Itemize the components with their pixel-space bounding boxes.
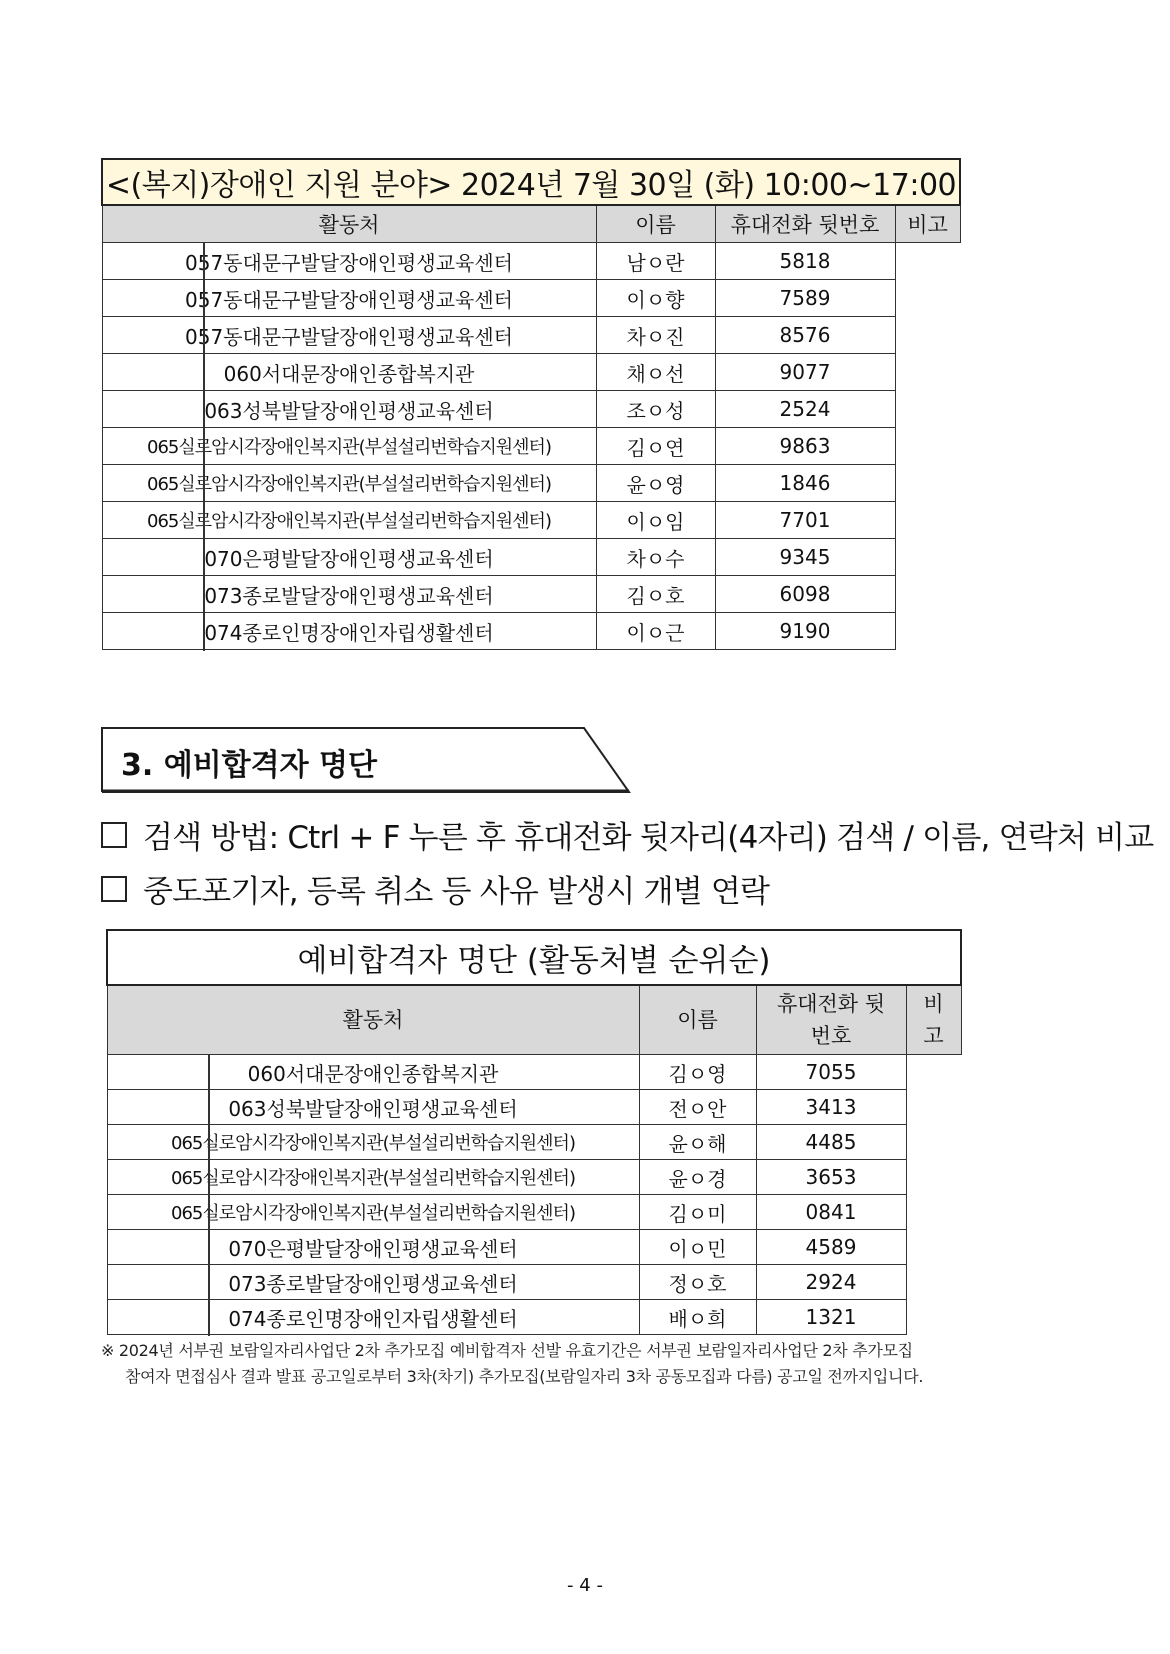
cell-phone: 2924: [756, 1265, 906, 1300]
table-row: [102, 502, 960, 539]
cell-org: 073종로발달장애인평생교육센터: [107, 1265, 639, 1300]
table1-body: [102, 243, 960, 650]
col-header-org: 활동처: [107, 985, 639, 1055]
cell-phone: 3653: [756, 1160, 906, 1195]
cell-note: [208, 1265, 210, 1301]
cell-note: [208, 1125, 210, 1161]
table-row: [107, 1160, 961, 1195]
cell-org: 057동대문구발달장애인평생교육센터: [102, 280, 596, 317]
cell-name: 차ㅇ진: [596, 317, 715, 354]
cell-note: [203, 502, 205, 540]
table1-title: <(복지)장애인 지원 분야> 2024년 7월 30일 (화) 10:00~17:00: [102, 159, 960, 205]
cell-note: [208, 1195, 210, 1231]
col-header-name: 이름: [639, 985, 756, 1055]
table-row: [102, 613, 960, 650]
table-row: [102, 465, 960, 502]
cell-org: 057동대문구발달장애인평생교육센터: [102, 243, 596, 280]
table-row: [102, 391, 960, 428]
cell-org: 065실로암시각장애인복지관(부설설리번학습지원센터): [107, 1195, 639, 1230]
cell-org: 073종로발달장애인평생교육센터: [102, 576, 596, 613]
cell-org: 070은평발달장애인평생교육센터: [102, 539, 596, 576]
col-header-phone: 휴대전화 뒷번호: [715, 205, 895, 243]
cell-note: [203, 317, 205, 355]
table-welfare-disability-support: [101, 158, 961, 650]
cell-phone: 4589: [756, 1230, 906, 1265]
cell-phone: 7055: [756, 1055, 906, 1090]
cell-name: 윤ㅇ해: [639, 1125, 756, 1160]
cell-phone: 9345: [715, 539, 895, 576]
table2-header-row: [107, 985, 961, 1055]
cell-name: 이ㅇ임: [596, 502, 715, 539]
cell-note: [208, 1055, 210, 1091]
cell-phone: 1321: [756, 1300, 906, 1335]
footnote-line1: ※ 2024년 서부권 보람일자리사업단 2차 추가모집 예비합격자 선발 유효기간은 서부권 보람일자리사업단 2차 추가모집: [101, 1341, 913, 1360]
cell-org: 065실로암시각장애인복지관(부설설리번학습지원센터): [107, 1125, 639, 1160]
cell-name: 배ㅇ희: [639, 1300, 756, 1335]
note-text: 검색 방법: Ctrl + F 누른 후 휴대전화 뒷자리(4자리) 검색 / 이름, 연락처 비교: [143, 820, 1154, 856]
col-header-phone: 휴대전화 뒷 번호: [756, 985, 906, 1055]
col-header-org: 활동처: [102, 205, 596, 243]
cell-org: 065실로암시각장애인복지관(부설설리번학습지원센터): [102, 502, 596, 539]
table2-body: [107, 1055, 961, 1335]
cell-phone: 5818: [715, 243, 895, 280]
cell-note: [203, 354, 205, 392]
cell-name: 김ㅇ미: [639, 1195, 756, 1230]
table-row: [107, 1125, 961, 1160]
cell-name: 조ㅇ성: [596, 391, 715, 428]
table-row: [107, 1230, 961, 1265]
cell-name: 김ㅇ호: [596, 576, 715, 613]
cell-name: 김ㅇ연: [596, 428, 715, 465]
table-row: [107, 1055, 961, 1090]
cell-name: 윤ㅇ영: [596, 465, 715, 502]
cell-org: 060서대문장애인종합복지관: [102, 354, 596, 391]
cell-note: [203, 465, 205, 503]
cell-note: [203, 243, 205, 281]
cell-org: 065실로암시각장애인복지관(부설설리번학습지원센터): [102, 465, 596, 502]
cell-org: 074종로인명장애인자립생활센터: [102, 613, 596, 650]
table-row: [102, 428, 960, 465]
cell-phone: 0841: [756, 1195, 906, 1230]
cell-org: 065실로암시각장애인복지관(부설설리번학습지원센터): [102, 428, 596, 465]
cell-name: 정ㅇ호: [639, 1265, 756, 1300]
cell-name: 윤ㅇ경: [639, 1160, 756, 1195]
cell-org: 070은평발달장애인평생교육센터: [107, 1230, 639, 1265]
cell-name: 김ㅇ영: [639, 1055, 756, 1090]
cell-phone: 9190: [715, 613, 895, 650]
cell-phone: 7589: [715, 280, 895, 317]
cell-name: 채ㅇ선: [596, 354, 715, 391]
cell-name: 이ㅇ근: [596, 613, 715, 650]
cell-phone: 1846: [715, 465, 895, 502]
cell-phone: 9077: [715, 354, 895, 391]
table-row: [107, 1265, 961, 1300]
cell-name: 이ㅇ민: [639, 1230, 756, 1265]
cell-note: [208, 1160, 210, 1196]
note-text: 중도포기자, 등록 취소 등 사유 발생시 개별 연락: [143, 874, 770, 910]
cell-phone: 4485: [756, 1125, 906, 1160]
cell-note: [208, 1090, 210, 1126]
cell-phone: 9863: [715, 428, 895, 465]
cell-note: [203, 613, 205, 651]
cell-phone: 2524: [715, 391, 895, 428]
table-row: [107, 1090, 961, 1125]
cell-note: [203, 576, 205, 614]
table-row: [102, 354, 960, 391]
table-row: [102, 243, 960, 280]
cell-org: 065실로암시각장애인복지관(부설설리번학습지원센터): [107, 1160, 639, 1195]
cell-note: [203, 428, 205, 466]
cell-name: 전ㅇ안: [639, 1090, 756, 1125]
cell-name: 이ㅇ향: [596, 280, 715, 317]
cell-note: [208, 1300, 210, 1336]
checkbox-square-icon: [101, 822, 127, 848]
section-heading-box: [101, 727, 631, 793]
cell-note: [203, 391, 205, 429]
cell-org: 063성북발달장애인평생교육센터: [107, 1090, 639, 1125]
cell-name: 남ㅇ란: [596, 243, 715, 280]
cell-phone: 7701: [715, 502, 895, 539]
table-reserve-candidates: [106, 929, 962, 1335]
table-row: [107, 1195, 961, 1230]
note-search-method: [101, 812, 1153, 857]
page-number: - 4 -: [567, 1575, 603, 1596]
cell-org: 063성북발달장애인평생교육센터: [102, 391, 596, 428]
footnote-line2: 참여자 면접심사 결과 발표 공고일로부터 3차(차기) 추가모집(보람일자리 3차 공동모집과 다름) 공고일 전까지입니다.: [125, 1367, 924, 1386]
cell-note: [208, 1230, 210, 1266]
col-header-name: 이름: [596, 205, 715, 243]
table2-title: 예비합격자 명단 (활동처별 순위순): [107, 930, 961, 985]
table-row: [102, 576, 960, 613]
cell-org: 060서대문장애인종합복지관: [107, 1055, 639, 1090]
cell-note: [203, 539, 205, 577]
footnote: [101, 1338, 923, 1390]
note-contact: [101, 866, 769, 911]
col-header-note: 비 고: [906, 985, 961, 1055]
section-heading: 3. 예비합격자 명단: [121, 748, 378, 783]
col-header-note: 비고: [895, 205, 960, 243]
cell-org: 074종로인명장애인자립생활센터: [107, 1300, 639, 1335]
cell-name: 차ㅇ수: [596, 539, 715, 576]
table-row: [102, 539, 960, 576]
checkbox-square-icon: [101, 876, 127, 902]
cell-note: [203, 280, 205, 318]
table1-header-row: [102, 205, 960, 243]
table-row: [102, 317, 960, 354]
cell-phone: 3413: [756, 1090, 906, 1125]
cell-org: 057동대문구발달장애인평생교육센터: [102, 317, 596, 354]
table-row: [107, 1300, 961, 1335]
table-row: [102, 280, 960, 317]
cell-phone: 6098: [715, 576, 895, 613]
cell-phone: 8576: [715, 317, 895, 354]
